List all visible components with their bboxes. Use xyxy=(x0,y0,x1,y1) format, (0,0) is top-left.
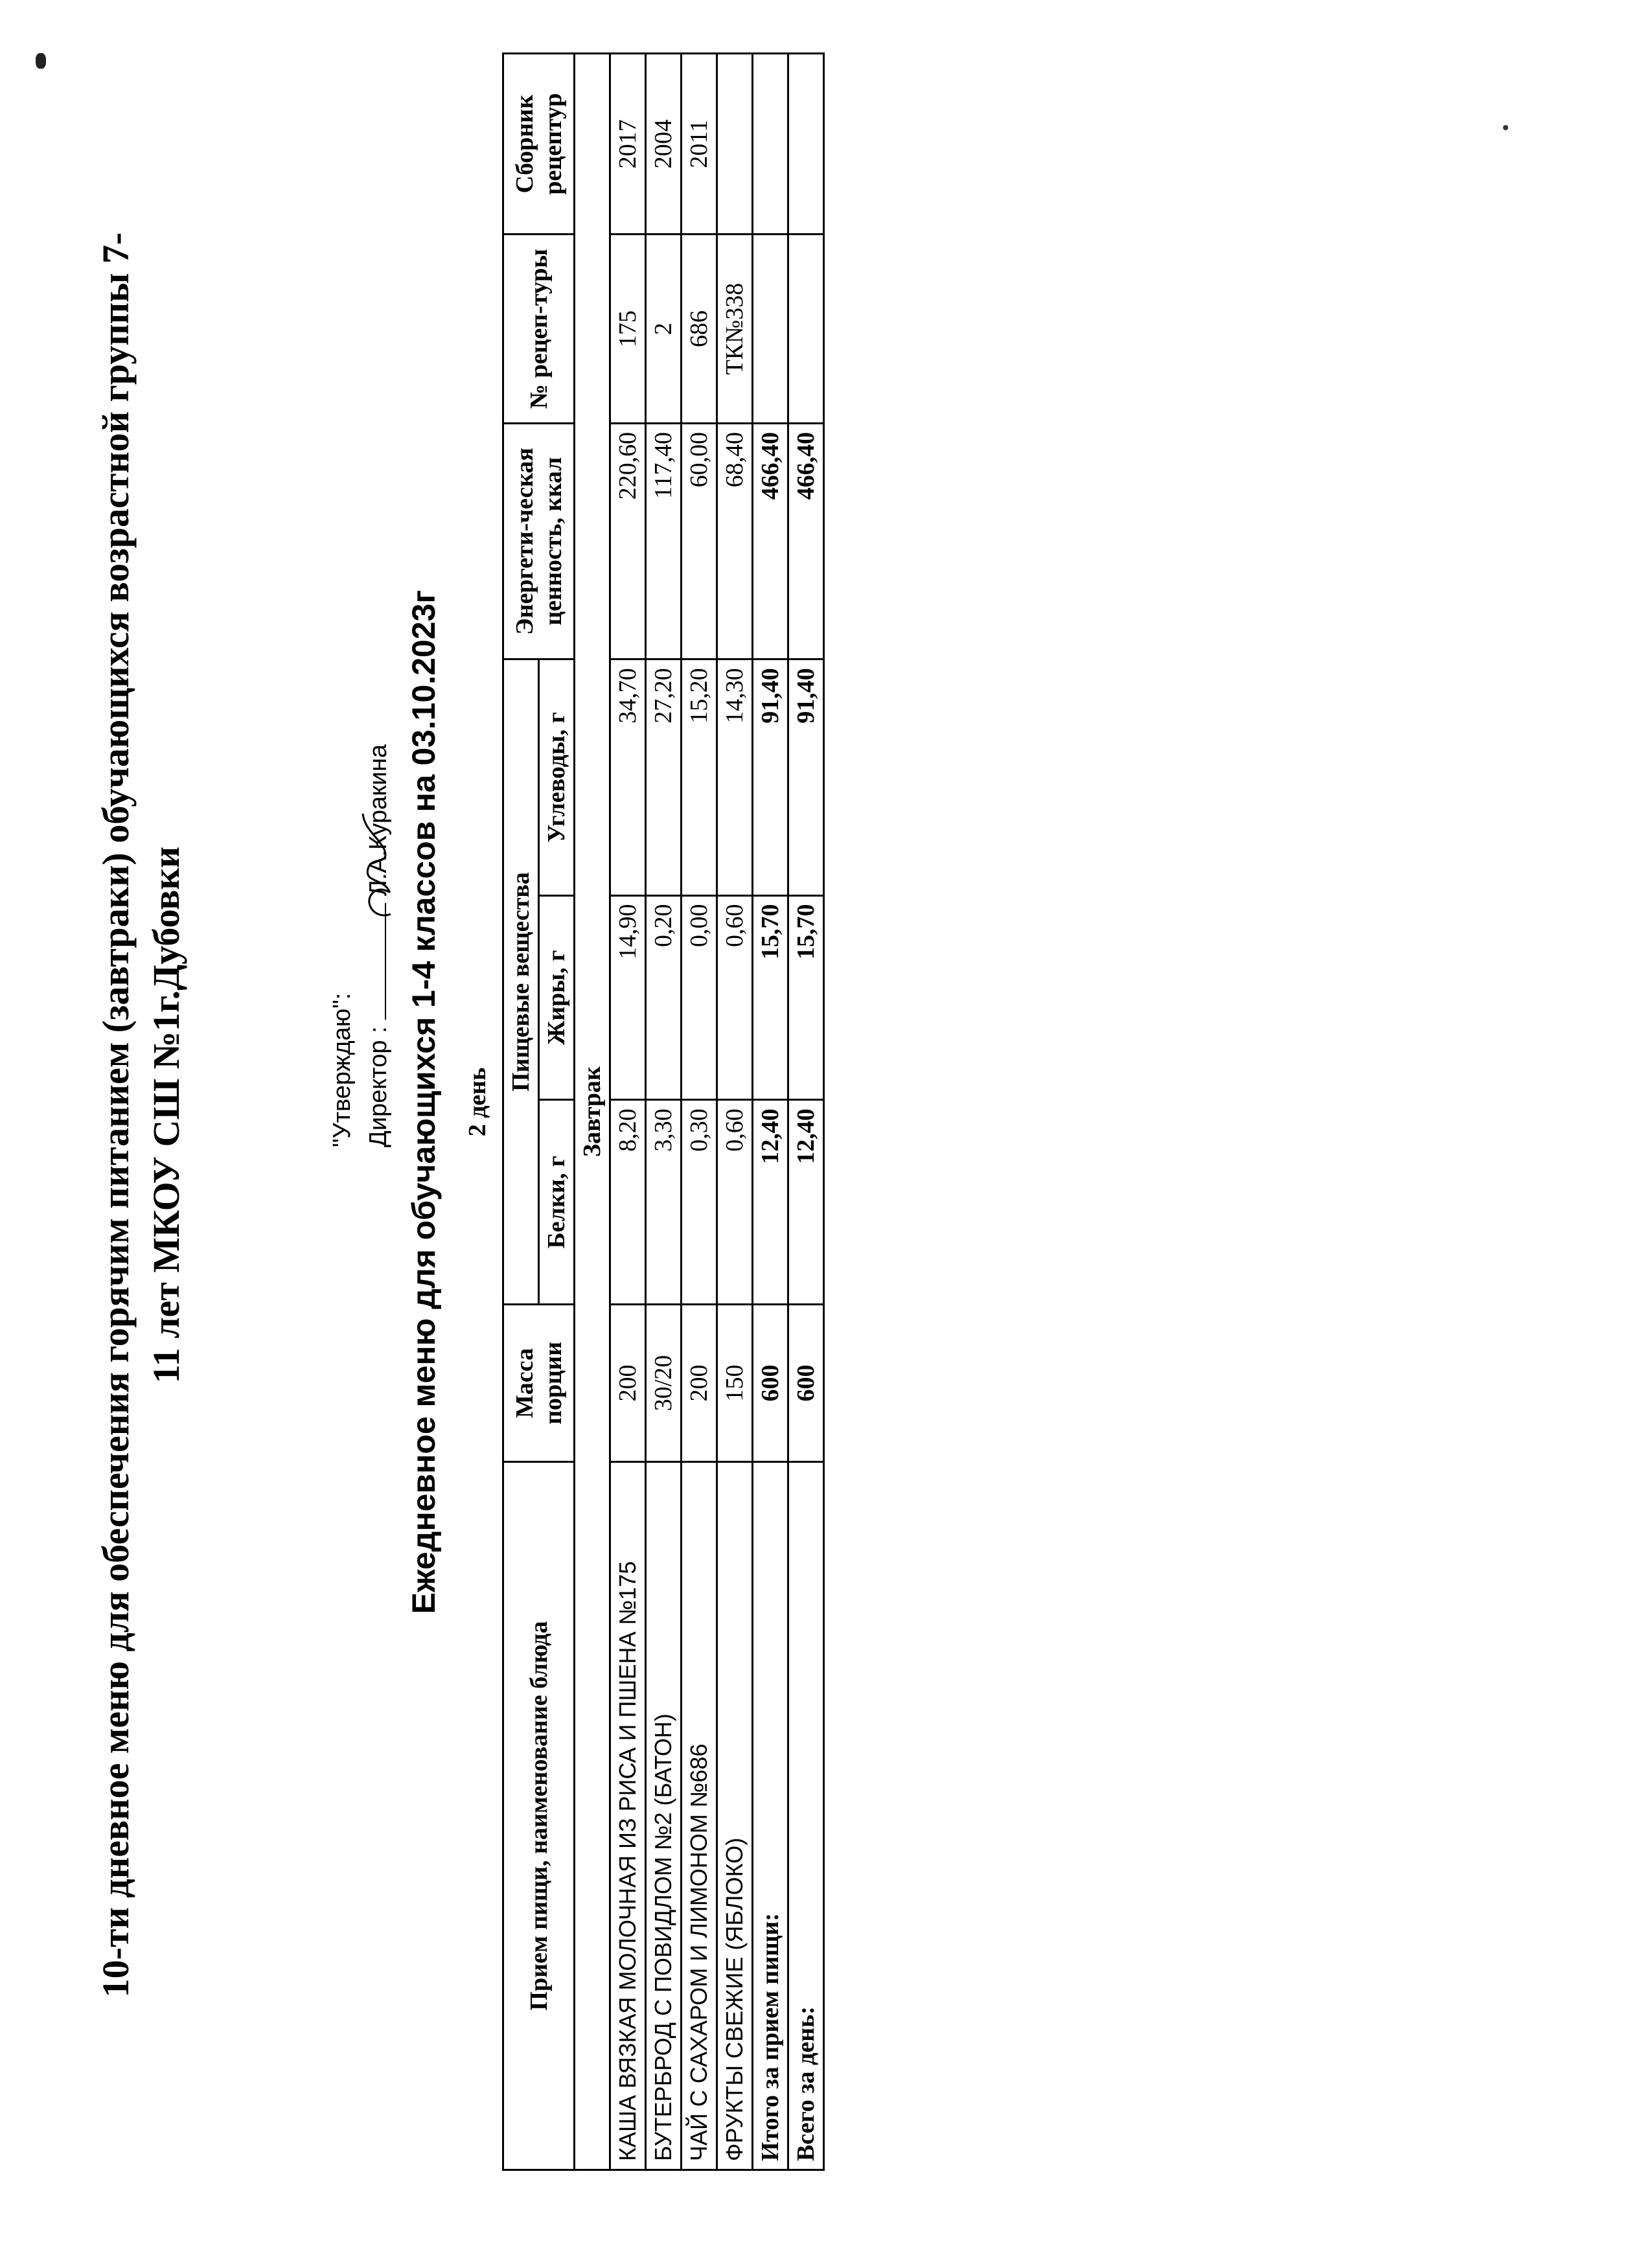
menu-subtitle: Ежедневное меню для обучающихся 1-4 классов на 03.10.2023г xyxy=(406,590,442,1614)
dish-recipe-book: 2011 xyxy=(682,54,717,235)
dish-protein: 0,30 xyxy=(682,1100,717,1305)
day-label: 2 день xyxy=(464,1067,491,1137)
dish-portion: 200 xyxy=(682,1305,717,1462)
dish-portion: 30/20 xyxy=(646,1305,682,1462)
day-total-portion: 600 xyxy=(788,1305,824,1462)
meal-total-recipe-book xyxy=(753,54,788,235)
header-fat: Жиры, г xyxy=(539,895,575,1100)
dish-portion: 200 xyxy=(610,1305,646,1462)
day-total-recipe-book xyxy=(788,54,824,235)
director-label: Директор : xyxy=(365,1026,392,1147)
section-row xyxy=(575,54,610,2170)
signature-icon xyxy=(355,804,400,927)
day-total-label: Всего за день: xyxy=(788,1461,824,2170)
header-portion: Масса порции xyxy=(503,1305,575,1462)
dish-fat: 0,60 xyxy=(717,895,753,1100)
meal-total-carbs: 91,40 xyxy=(753,659,788,895)
director-name: Л.А.Куракина xyxy=(365,744,392,897)
dish-fat: 14,90 xyxy=(610,895,646,1100)
meal-total-recipe-no xyxy=(753,235,788,423)
dish-recipe-book: 2017 xyxy=(610,54,646,235)
menu-table xyxy=(502,52,825,2171)
dish-name: ФРУКТЫ СВЕЖИЕ (ЯБЛОКО) xyxy=(717,1461,753,2170)
dish-recipe-no: 175 xyxy=(610,235,646,423)
table-row xyxy=(682,54,717,2170)
document-title xyxy=(91,78,192,2151)
dish-portion: 150 xyxy=(717,1305,753,1462)
approve-label: "Утверждаю": xyxy=(328,992,356,1147)
scan-speck xyxy=(1503,125,1508,130)
title-line-1: 10-ти дневное меню для обеспечения горячим питанием (завтраки) обучающихся возрастной группы 7- xyxy=(95,232,137,1998)
dish-protein: 3,30 xyxy=(646,1100,682,1305)
header-energy: Энергети-ческая ценность, ккал xyxy=(503,423,575,659)
dish-carbs: 27,20 xyxy=(646,659,682,895)
day-total-fat: 15,70 xyxy=(788,895,824,1100)
meal-total-row xyxy=(753,54,788,2170)
header-protein: Белки, г xyxy=(539,1100,575,1305)
dish-protein: 0,60 xyxy=(717,1100,753,1305)
table-row xyxy=(610,54,646,2170)
dish-energy: 117,40 xyxy=(646,423,682,659)
header-nutrients: Пищевые вещества xyxy=(503,659,539,1305)
meal-total-protein: 12,40 xyxy=(753,1100,788,1305)
section-breakfast: Завтрак xyxy=(575,54,610,2170)
dish-name: ЧАЙ С САХАРОМ И ЛИМОНОМ №686 xyxy=(682,1461,717,2170)
dish-fat: 0,00 xyxy=(682,895,717,1100)
dish-name: БУТЕРБРОД С ПОВИДЛОМ №2 (БАТОН) xyxy=(646,1461,682,2170)
table-row xyxy=(717,54,753,2170)
table-row xyxy=(646,54,682,2170)
dish-energy: 220,60 xyxy=(610,423,646,659)
header-carbs: Углеводы, г xyxy=(539,659,575,895)
title-line-2: 11 лет МКОУ СШ №1г.Дубовки xyxy=(145,846,187,1384)
scan-speck xyxy=(36,53,46,69)
day-total-protein: 12,40 xyxy=(788,1100,824,1305)
dish-carbs: 34,70 xyxy=(610,659,646,895)
header-recipe-no: № рецеп-туры xyxy=(503,235,575,423)
meal-total-label: Итого за прием пищи: xyxy=(753,1461,788,2170)
day-total-row xyxy=(788,54,824,2170)
dish-energy: 68,40 xyxy=(717,423,753,659)
dish-name: КАША ВЯЗКАЯ МОЛОЧНАЯ ИЗ РИСА И ПШЕНА №175 xyxy=(610,1461,646,2170)
header-meal-name: Прием пищи, наименование блюда xyxy=(503,1461,575,2170)
header-row-1 xyxy=(503,54,539,2170)
header-recipe-book: Сборник рецептур xyxy=(503,54,575,235)
dish-recipe-book: 2004 xyxy=(646,54,682,235)
dish-carbs: 14,30 xyxy=(717,659,753,895)
dish-recipe-book xyxy=(717,54,753,235)
meal-total-portion: 600 xyxy=(753,1305,788,1462)
dish-recipe-no: 2 xyxy=(646,235,682,423)
dish-recipe-no: 686 xyxy=(682,235,717,423)
meal-total-energy: 466,40 xyxy=(753,423,788,659)
dish-protein: 8,20 xyxy=(610,1100,646,1305)
day-total-energy: 466,40 xyxy=(788,423,824,659)
dish-carbs: 15,20 xyxy=(682,659,717,895)
day-total-carbs: 91,40 xyxy=(788,659,824,895)
dish-energy: 60,00 xyxy=(682,423,717,659)
day-total-recipe-no xyxy=(788,235,824,423)
dish-fat: 0,20 xyxy=(646,895,682,1100)
dish-recipe-no: ТК№338 xyxy=(717,235,753,423)
meal-total-fat: 15,70 xyxy=(753,895,788,1100)
